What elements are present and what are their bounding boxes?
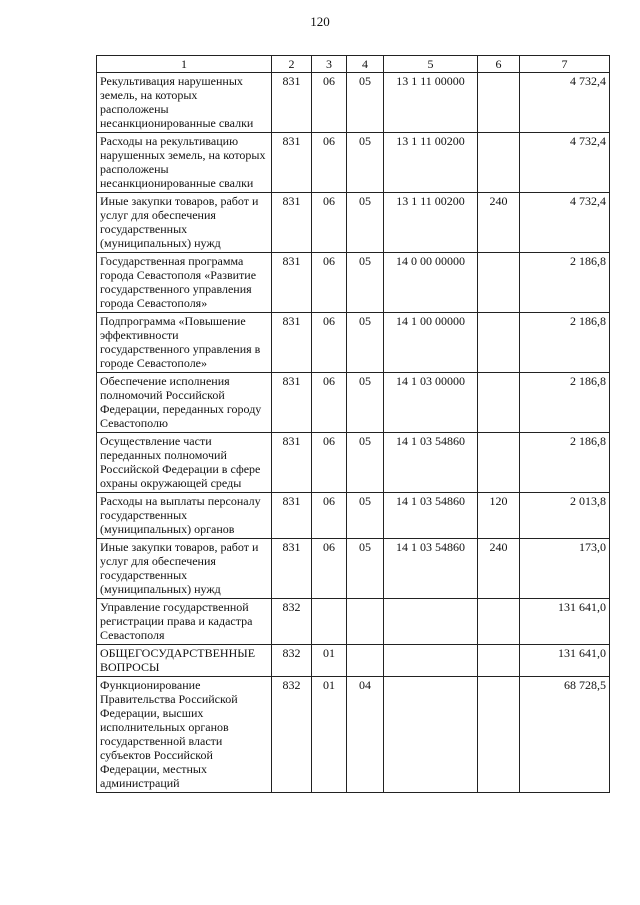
row-subsection: 05 bbox=[347, 253, 384, 313]
header-cell: 5 bbox=[384, 56, 478, 73]
row-subsection: 05 bbox=[347, 433, 384, 493]
table-row bbox=[97, 539, 610, 599]
row-subsection bbox=[347, 599, 384, 645]
row-grbs: 831 bbox=[272, 73, 312, 133]
header-cell: 7 bbox=[520, 56, 610, 73]
row-sum: 173,0 bbox=[520, 539, 610, 599]
row-target-article bbox=[384, 677, 478, 793]
row-section: 06 bbox=[312, 539, 347, 599]
row-sum: 4 732,4 bbox=[520, 133, 610, 193]
row-name: Расходы на выплаты персоналу государственных (муниципальных) органов bbox=[97, 493, 272, 539]
row-grbs: 831 bbox=[272, 539, 312, 599]
row-sum: 4 732,4 bbox=[520, 193, 610, 253]
row-expense-type bbox=[478, 373, 520, 433]
row-name: Расходы на рекультивацию нарушенных земель, на которых расположены несанкционированные свалки bbox=[97, 133, 272, 193]
row-grbs: 831 bbox=[272, 433, 312, 493]
row-expense-type bbox=[478, 313, 520, 373]
row-subsection: 05 bbox=[347, 373, 384, 433]
row-subsection: 04 bbox=[347, 677, 384, 793]
row-grbs: 831 bbox=[272, 313, 312, 373]
row-grbs: 831 bbox=[272, 373, 312, 433]
row-expense-type bbox=[478, 433, 520, 493]
row-sum: 2 186,8 bbox=[520, 253, 610, 313]
row-section: 06 bbox=[312, 373, 347, 433]
row-subsection: 05 bbox=[347, 193, 384, 253]
row-name: Функционирование Правительства Российской Федерации, высших исполнительных органов государственной власти субъектов Российской Федерации, местных администраций bbox=[97, 677, 272, 793]
row-grbs: 831 bbox=[272, 133, 312, 193]
table-row bbox=[97, 599, 610, 645]
row-sum: 2 186,8 bbox=[520, 313, 610, 373]
row-expense-type bbox=[478, 253, 520, 313]
table-header-row bbox=[97, 56, 610, 73]
row-target-article: 14 1 03 54860 bbox=[384, 493, 478, 539]
row-name: Обеспечение исполнения полномочий Российской Федерации, переданных городу Севастополю bbox=[97, 373, 272, 433]
row-sum: 131 641,0 bbox=[520, 599, 610, 645]
row-section: 06 bbox=[312, 73, 347, 133]
row-grbs: 831 bbox=[272, 493, 312, 539]
table-row bbox=[97, 373, 610, 433]
row-target-article: 13 1 11 00200 bbox=[384, 133, 478, 193]
row-subsection: 05 bbox=[347, 313, 384, 373]
table-row bbox=[97, 493, 610, 539]
budget-table bbox=[96, 55, 610, 793]
row-name: Государственная программа города Севастополя «Развитие государственного управления города Севастополя» bbox=[97, 253, 272, 313]
table-row bbox=[97, 133, 610, 193]
row-section: 01 bbox=[312, 645, 347, 677]
row-expense-type: 120 bbox=[478, 493, 520, 539]
row-section: 06 bbox=[312, 133, 347, 193]
header-cell: 4 bbox=[347, 56, 384, 73]
header-cell: 2 bbox=[272, 56, 312, 73]
row-grbs: 832 bbox=[272, 599, 312, 645]
row-target-article: 14 0 00 00000 bbox=[384, 253, 478, 313]
row-name: Управление государственной регистрации права и кадастра Севастополя bbox=[97, 599, 272, 645]
row-name: Иные закупки товаров, работ и услуг для обеспечения государственных (муниципальных) нужд bbox=[97, 193, 272, 253]
row-section: 06 bbox=[312, 493, 347, 539]
table-row bbox=[97, 645, 610, 677]
table-row bbox=[97, 677, 610, 793]
row-sum: 131 641,0 bbox=[520, 645, 610, 677]
table-row bbox=[97, 433, 610, 493]
row-section: 06 bbox=[312, 433, 347, 493]
row-sum: 2 013,8 bbox=[520, 493, 610, 539]
row-expense-type bbox=[478, 133, 520, 193]
row-target-article: 14 1 03 54860 bbox=[384, 539, 478, 599]
row-sum: 4 732,4 bbox=[520, 73, 610, 133]
row-target-article: 13 1 11 00000 bbox=[384, 73, 478, 133]
header-cell: 3 bbox=[312, 56, 347, 73]
row-expense-type: 240 bbox=[478, 539, 520, 599]
row-subsection: 05 bbox=[347, 493, 384, 539]
row-name: Иные закупки товаров, работ и услуг для обеспечения государственных (муниципальных) нужд bbox=[97, 539, 272, 599]
row-grbs: 831 bbox=[272, 193, 312, 253]
row-section: 06 bbox=[312, 253, 347, 313]
row-section: 01 bbox=[312, 677, 347, 793]
table-row bbox=[97, 313, 610, 373]
row-expense-type: 240 bbox=[478, 193, 520, 253]
row-section: 06 bbox=[312, 193, 347, 253]
page-number: 120 bbox=[310, 14, 330, 29]
table-row bbox=[97, 73, 610, 133]
row-subsection: 05 bbox=[347, 539, 384, 599]
row-grbs: 831 bbox=[272, 253, 312, 313]
row-section bbox=[312, 599, 347, 645]
row-target-article: 14 1 03 00000 bbox=[384, 373, 478, 433]
row-target-article bbox=[384, 599, 478, 645]
row-section: 06 bbox=[312, 313, 347, 373]
row-name: Подпрограмма «Повышение эффективности государственного управления в городе Севастополе» bbox=[97, 313, 272, 373]
row-subsection: 05 bbox=[347, 133, 384, 193]
row-target-article: 14 1 03 54860 bbox=[384, 433, 478, 493]
row-expense-type bbox=[478, 73, 520, 133]
row-target-article: 13 1 11 00200 bbox=[384, 193, 478, 253]
row-subsection: 05 bbox=[347, 73, 384, 133]
row-sum: 2 186,8 bbox=[520, 433, 610, 493]
row-name: Рекультивация нарушенных земель, на которых расположены несанкционированные свалки bbox=[97, 73, 272, 133]
row-name: ОБЩЕГОСУДАРСТВЕННЫЕ ВОПРОСЫ bbox=[97, 645, 272, 677]
row-sum: 2 186,8 bbox=[520, 373, 610, 433]
row-expense-type bbox=[478, 677, 520, 793]
row-expense-type bbox=[478, 645, 520, 677]
row-subsection bbox=[347, 645, 384, 677]
header-cell: 6 bbox=[478, 56, 520, 73]
row-name: Осуществление части переданных полномочий Российской Федерации в сфере охраны окружающей среды bbox=[97, 433, 272, 493]
row-target-article: 14 1 00 00000 bbox=[384, 313, 478, 373]
row-grbs: 832 bbox=[272, 677, 312, 793]
row-sum: 68 728,5 bbox=[520, 677, 610, 793]
row-target-article bbox=[384, 645, 478, 677]
table-row bbox=[97, 193, 610, 253]
header-cell: 1 bbox=[97, 56, 272, 73]
row-expense-type bbox=[478, 599, 520, 645]
table-row bbox=[97, 253, 610, 313]
row-grbs: 832 bbox=[272, 645, 312, 677]
